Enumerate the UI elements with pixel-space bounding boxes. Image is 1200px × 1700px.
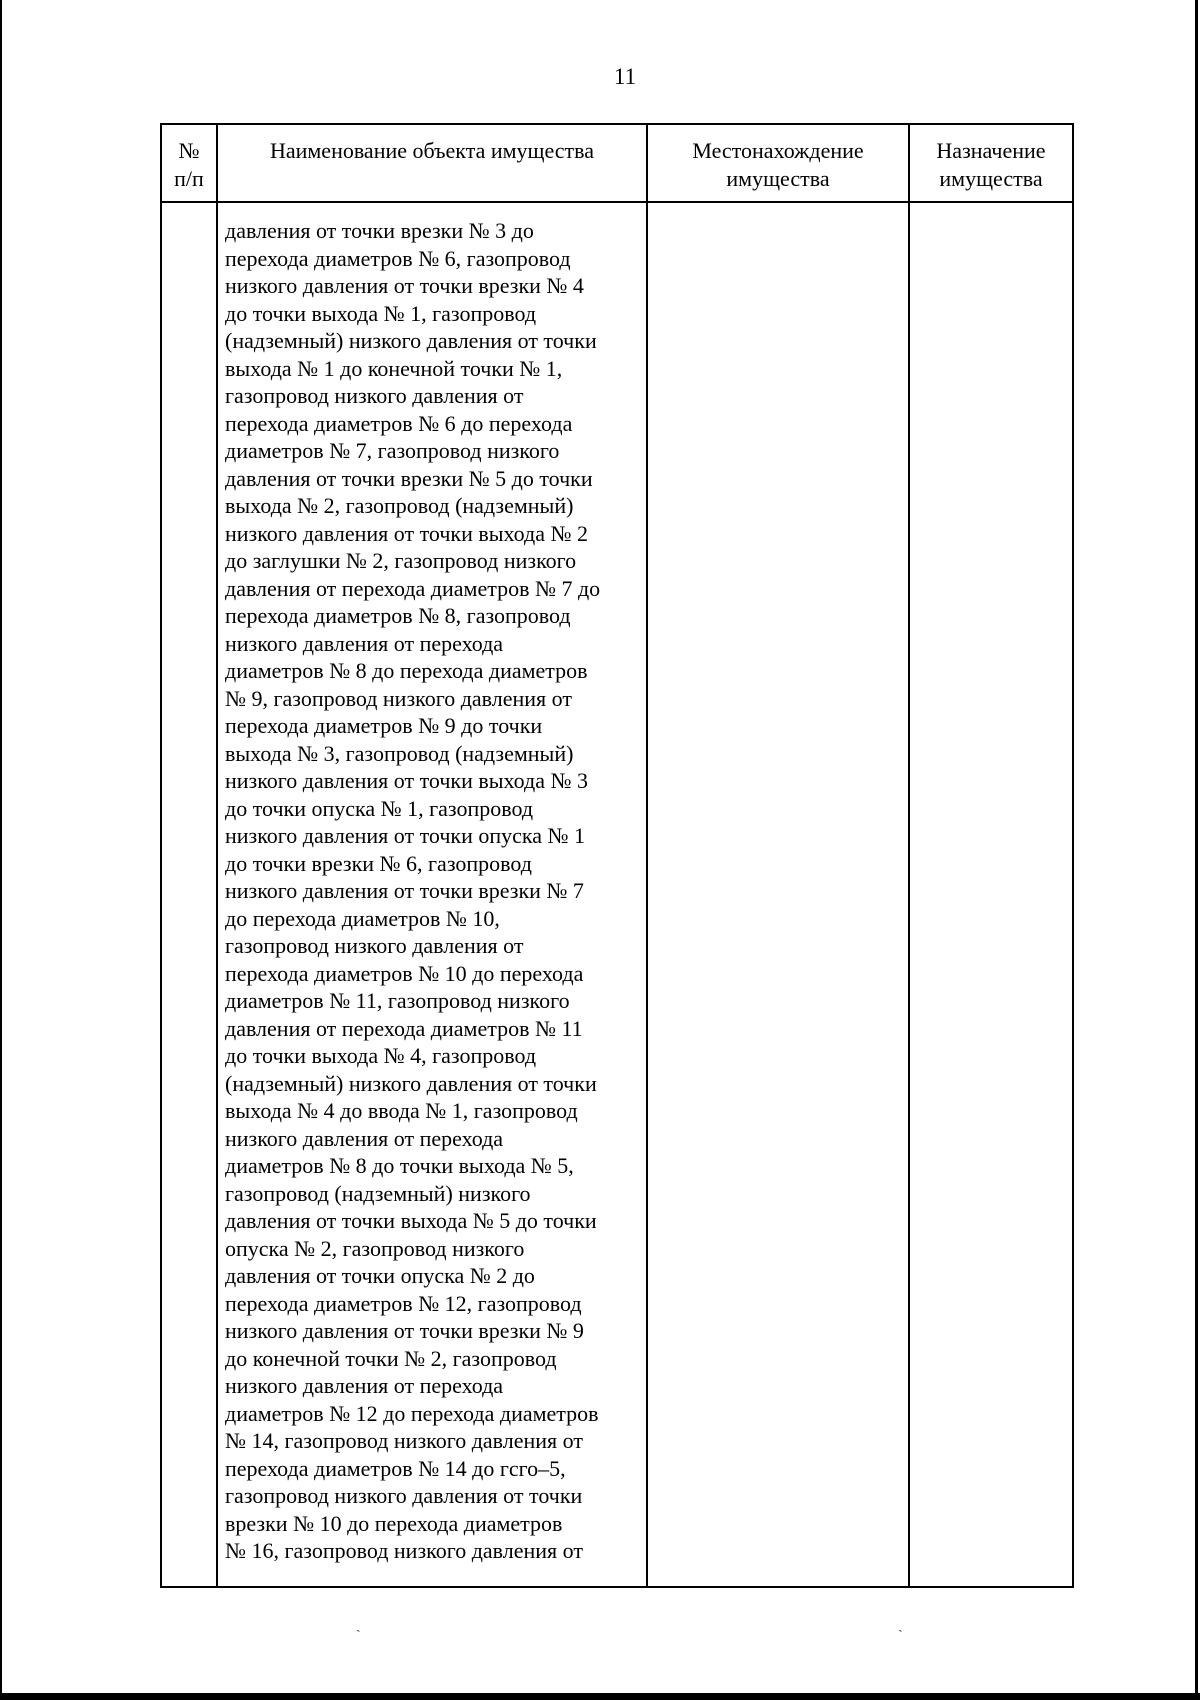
- name-line: перехода диаметров № 10 до перехода: [225, 960, 584, 986]
- name-line: перехода диаметров № 9 до точки: [225, 713, 543, 738]
- name-line: диаметров № 8 до точки выхода № 5,: [225, 1153, 574, 1178]
- name-line: № 14, газопровод низкого давления от: [225, 1428, 583, 1453]
- name-line: перехода диаметров № 14 до гсго–5,: [225, 1455, 566, 1481]
- scan-speck: ˎ: [898, 1618, 903, 1633]
- name-line: диаметров № 12 до перехода диаметров: [225, 1400, 599, 1426]
- table-header-row: [161, 124, 1073, 202]
- name-line: перехода диаметров № 6, газопровод: [225, 245, 571, 271]
- cell-name: [217, 202, 647, 1587]
- scan-border-left: [0, 0, 2, 1700]
- name-line: выхода № 4 до ввода № 1, газопровод: [225, 1098, 578, 1123]
- name-line: газопровод (надземный) низкого: [225, 1180, 531, 1206]
- cell-purpose: [909, 202, 1073, 1587]
- name-line: выхода № 2, газопровод (надземный): [225, 493, 574, 518]
- name-line: низкого давления от точки выхода № 2: [225, 520, 588, 546]
- name-line: до точки выхода № 4, газопровод: [225, 1043, 537, 1068]
- cell-location: [647, 202, 909, 1587]
- name-line: газопровод низкого давления от: [225, 933, 524, 958]
- name-line: перехода диаметров № 12, газопровод: [225, 1290, 582, 1316]
- name-line: до точки выхода № 1, газопровод: [225, 300, 537, 326]
- scan-speck: ˎ: [356, 1618, 361, 1633]
- header-num: № п/п: [161, 124, 217, 202]
- name-line: (надземный) низкого давления от точки: [225, 1070, 597, 1096]
- name-line: № 16, газопровод низкого давления от: [225, 1538, 583, 1563]
- name-line: до перехода диаметров № 10,: [225, 905, 500, 931]
- cell-num: [161, 202, 217, 1587]
- name-line: диаметров № 7, газопровод низкого: [225, 438, 560, 463]
- name-line: низкого давления от точки врезки № 4: [225, 273, 584, 298]
- name-line: газопровод низкого давления от точки: [225, 1483, 583, 1508]
- name-line: выхода № 3, газопровод (надземный): [225, 740, 574, 766]
- page-number: 11: [613, 64, 637, 89]
- name-line: низкого давления от перехода: [225, 630, 504, 656]
- name-line: врезки № 10 до перехода диаметров: [225, 1510, 563, 1536]
- name-line: давления от точки выхода № 5 до точки: [225, 1208, 597, 1233]
- name-line: низкого давления от перехода: [225, 1373, 504, 1398]
- header-location: Местонахождение имущества: [647, 124, 909, 202]
- name-line: до конечной точки № 2, газопровод: [225, 1345, 557, 1371]
- table-row: [161, 202, 1073, 1587]
- name-line: до заглушки № 2, газопровод низкого: [225, 548, 577, 573]
- name-line: давления от перехода диаметров № 7 до: [225, 575, 601, 601]
- name-line: давления от точки врезки № 3 до: [225, 218, 534, 243]
- scan-border-right: [1195, 0, 1198, 1700]
- name-line: № 9, газопровод низкого давления от: [225, 685, 572, 711]
- name-line: (надземный) низкого давления от точки: [225, 328, 597, 353]
- header-purpose: Назначение имущества: [909, 124, 1073, 202]
- name-line: перехода диаметров № 8, газопровод: [225, 603, 571, 628]
- scan-border-bottom: [0, 1693, 1200, 1700]
- property-table: [160, 123, 1074, 1588]
- header-name: Наименование объекта имущества: [217, 124, 647, 202]
- name-line: газопровод низкого давления от: [225, 383, 524, 408]
- name-line: давления от точки опуска № 2 до: [225, 1263, 535, 1288]
- name-line: перехода диаметров № 6 до перехода: [225, 410, 573, 436]
- name-line: давления от перехода диаметров № 11: [225, 1015, 583, 1041]
- name-line: до точки врезки № 6, газопровод: [225, 850, 532, 876]
- name-line: низкого давления от точки опуска № 1: [225, 823, 586, 848]
- name-line: диаметров № 8 до перехода диаметров: [225, 658, 588, 683]
- name-line: низкого давления от точки выхода № 3: [225, 768, 588, 793]
- name-line: давления от точки врезки № 5 до точки: [225, 465, 593, 491]
- name-line: низкого давления от точки врезки № 9: [225, 1318, 584, 1343]
- name-line: низкого давления от перехода: [225, 1125, 504, 1151]
- name-line: низкого давления от точки врезки № 7: [225, 878, 584, 903]
- name-line: диаметров № 11, газопровод низкого: [225, 988, 570, 1013]
- name-line: выхода № 1 до конечной точки № 1,: [225, 355, 563, 381]
- name-line: до точки опуска № 1, газопровод: [225, 795, 534, 821]
- name-line: опуска № 2, газопровод низкого: [225, 1235, 525, 1261]
